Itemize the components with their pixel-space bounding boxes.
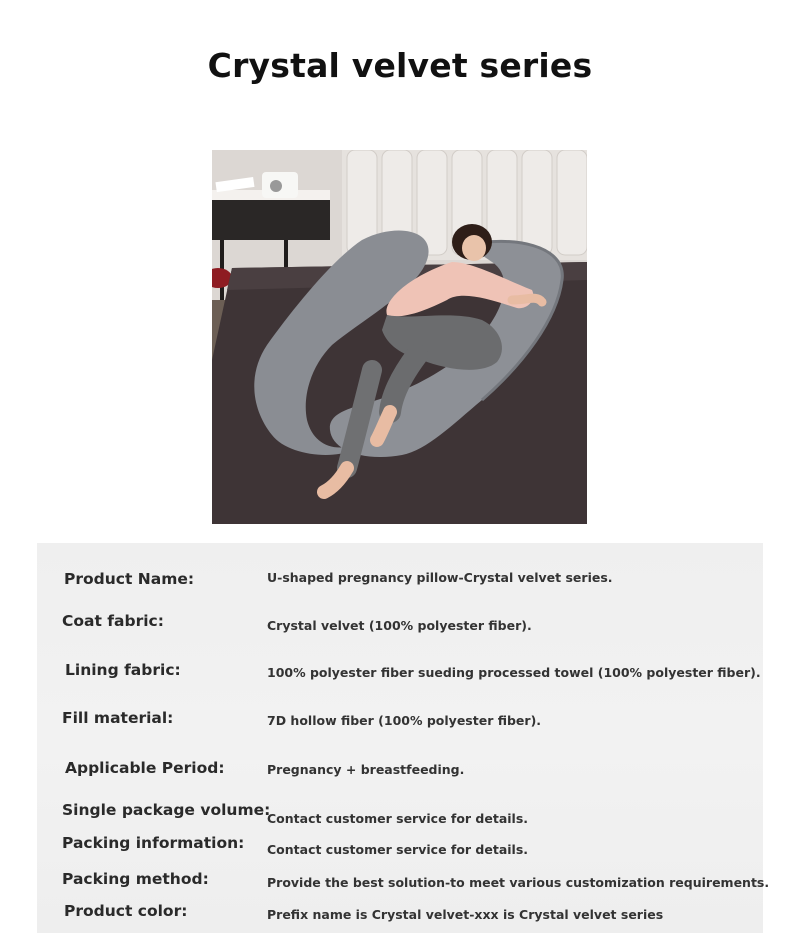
spec-value: Pregnancy + breastfeeding. <box>267 762 465 777</box>
spec-row <box>37 758 763 782</box>
spec-row <box>37 612 763 636</box>
spec-label: Product Name: <box>64 570 195 588</box>
spec-label: Lining fabric: <box>65 661 181 679</box>
spec-label: Single package volume: <box>62 801 271 819</box>
spec-value: Provide the best solution-to meet various customization requirements. <box>267 875 770 890</box>
spec-label: Packing method: <box>62 870 209 888</box>
spec-label: Product color: <box>64 902 188 920</box>
spec-label: Coat fabric: <box>62 612 164 630</box>
spec-row <box>37 660 763 684</box>
spec-row <box>37 708 763 732</box>
spec-row <box>37 569 763 593</box>
page-title: Crystal velvet series <box>207 46 593 85</box>
spec-value: Prefix name is Crystal velvet-xxx is Crystal velvet series <box>267 907 664 922</box>
pregnancy-pillow-photo <box>212 150 587 524</box>
spec-value: Contact customer service for details. <box>267 842 529 857</box>
spec-row <box>37 801 763 825</box>
spec-value: Crystal velvet (100% polyester fiber). <box>267 618 532 633</box>
spec-label: Fill material: <box>62 709 174 727</box>
spec-row <box>37 834 763 858</box>
spec-label: Packing information: <box>62 834 245 852</box>
spec-row <box>37 870 770 894</box>
product-photo <box>212 150 587 524</box>
spec-value: Contact customer service for details. <box>267 811 529 826</box>
spec-value: U-shaped pregnancy pillow-Crystal velvet series. <box>267 570 613 585</box>
spec-table <box>37 543 770 933</box>
spec-row <box>37 901 763 925</box>
spec-value: 7D hollow fiber (100% polyester fiber). <box>267 713 542 728</box>
spec-value: 100% polyester fiber sueding processed towel (100% polyester fiber). <box>267 665 761 680</box>
spec-label: Applicable Period: <box>65 759 225 777</box>
